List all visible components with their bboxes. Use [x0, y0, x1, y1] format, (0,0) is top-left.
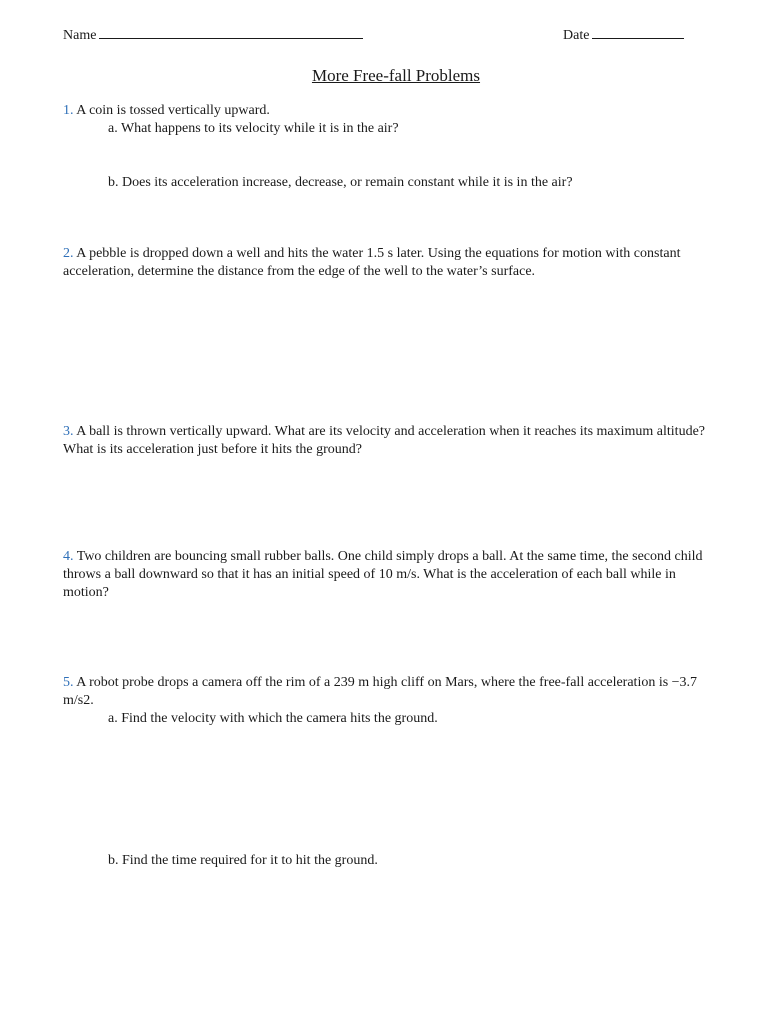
question-5-part-a: a. Find the velocity with which the camera hits the ground. [108, 711, 438, 726]
question-1 [63, 102, 723, 120]
question-1-part-b: b. Does its acceleration increase, decrease, or remain constant while it is in the air? [108, 175, 573, 190]
question-number: 2. [63, 246, 74, 261]
date-field [563, 24, 684, 44]
question-2 [63, 245, 723, 281]
name-label: Name [63, 28, 97, 43]
question-3 [63, 423, 723, 459]
question-number: 4. [63, 549, 74, 564]
date-label: Date [563, 28, 590, 43]
question-text: A pebble is dropped down a well and hits the water 1.5 s later. Using the equations for motion with constant acceleration, determine the distance from the edge of the well to the water’s surface. [63, 246, 681, 279]
question-4 [63, 548, 723, 602]
question-text: A coin is tossed vertically upward. [76, 103, 270, 118]
name-blank-line [99, 24, 363, 39]
question-number: 1. [63, 103, 74, 118]
date-blank-line [592, 24, 684, 39]
question-text: Two children are bouncing small rubber balls. One child simply drops a ball. At the same time, the second child throws a ball downward so that it has an initial speed of 10 m/s. What is the acceleration of each ball while in motion? [63, 549, 703, 600]
name-field [63, 24, 363, 44]
question-number: 5. [63, 675, 74, 690]
worksheet-title: More Free-fall Problems [311, 66, 481, 85]
question-text: A ball is thrown vertically upward. What are its velocity and acceleration when it reaches its maximum altitude? What is its acceleration just before it hits the ground? [63, 424, 705, 457]
question-1-part-a: a. What happens to its velocity while it is in the air? [108, 121, 399, 136]
question-text: A robot probe drops a camera off the rim of a 239 m high cliff on Mars, where the free-fall acceleration is −3.7 m/s2. [63, 675, 698, 708]
question-5 [63, 674, 723, 710]
question-5-part-b: b. Find the time required for it to hit the ground. [108, 853, 378, 868]
question-number: 3. [63, 424, 74, 439]
